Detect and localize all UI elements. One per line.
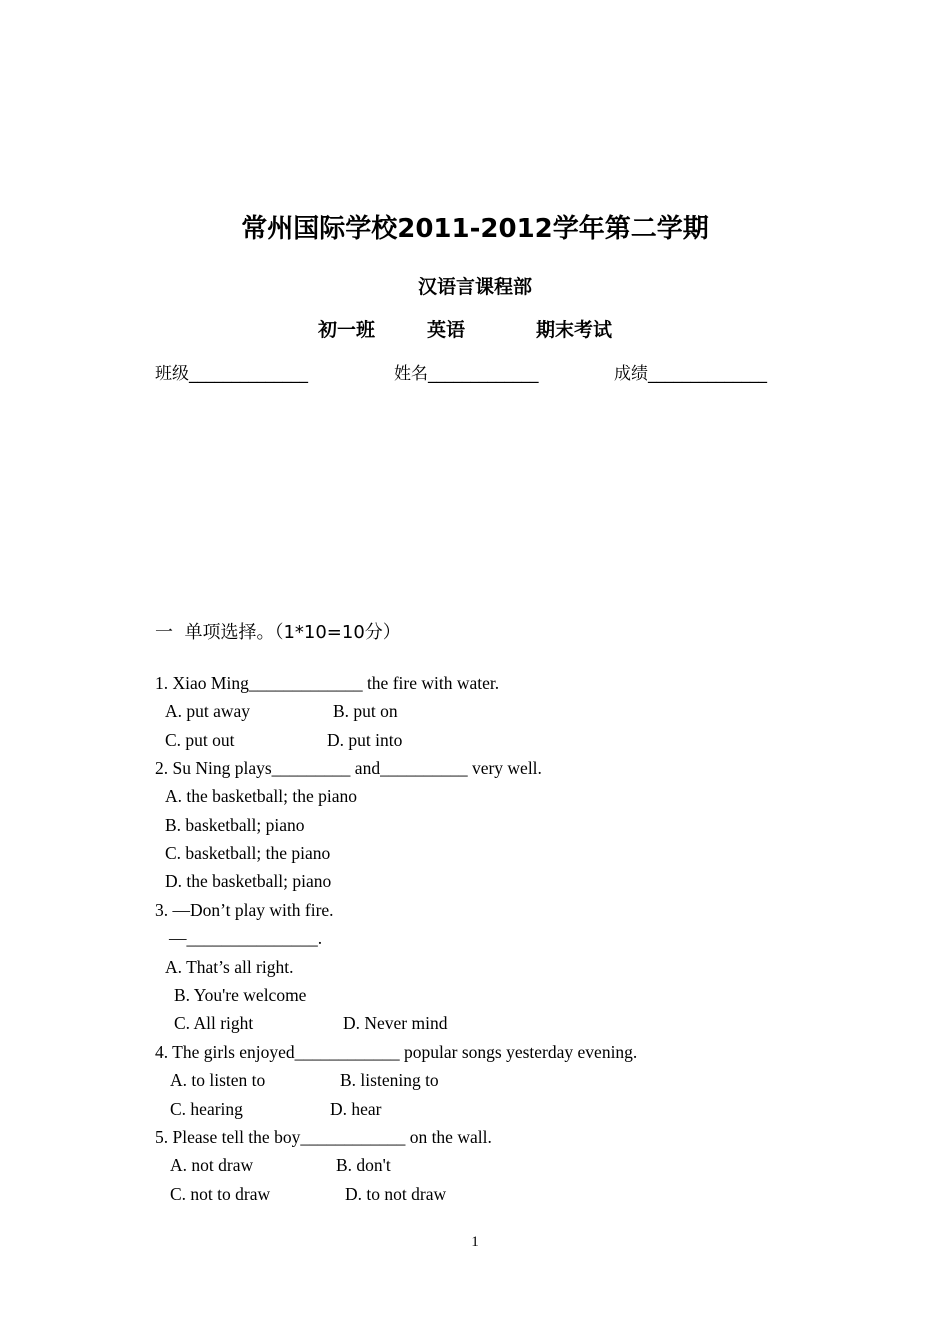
question-4-option-a: A. to listen to <box>170 1070 266 1090</box>
question-2-option-c: C. basketball; the piano <box>165 843 331 863</box>
subject-label: 英语 <box>427 319 466 341</box>
section-heading: 一 单项选择。（1*10=10分） <box>155 622 401 643</box>
question-4-option-b: B. listening to <box>340 1070 439 1090</box>
exam-title: 常州国际学校2011-2012学年第二学期 <box>241 214 709 244</box>
page-number: 1 <box>471 1234 479 1250</box>
question-4-stem: 4. The girls enjoyed____________ popular songs yesterday evening. <box>155 1042 638 1062</box>
class-label: 初一班 <box>318 319 376 341</box>
question-5-option-c: C. not to draw <box>170 1184 271 1204</box>
question-1-stem: 1. Xiao Ming_____________ the fire with water. <box>155 673 500 693</box>
question-2-option-d: D. the basketball; piano <box>165 871 332 891</box>
question-2-option-a: A. the basketball; the piano <box>165 786 357 806</box>
question-4-option-c: C. hearing <box>170 1099 243 1119</box>
question-1-option-c: C. put out <box>165 730 235 750</box>
score-field: 成绩______________ <box>614 364 767 384</box>
department-title: 汉语言课程部 <box>417 276 532 298</box>
question-3-reply: —_______________. <box>169 928 323 948</box>
question-5-option-d: D. to not draw <box>345 1184 447 1204</box>
class-field: 班级______________ <box>155 364 308 384</box>
question-5-stem: 5. Please tell the boy____________ on the wall. <box>155 1127 492 1147</box>
question-3-option-a: A. That’s all right. <box>165 957 294 977</box>
question-5-option-b: B. don't <box>336 1155 391 1175</box>
question-3-option-b: B. You're welcome <box>174 985 307 1005</box>
question-2-option-b: B. basketball; piano <box>165 815 305 835</box>
question-2-stem: 2. Su Ning plays_________ and__________ very well. <box>155 758 542 778</box>
question-1-option-b: B. put on <box>333 701 398 721</box>
question-3-option-c: C. All right <box>174 1013 254 1033</box>
question-3-stem: 3. —Don’t play with fire. <box>155 900 334 920</box>
question-5-option-a: A. not draw <box>170 1155 254 1175</box>
question-4-option-d: D. hear <box>330 1099 382 1119</box>
exam-type-label: 期末考试 <box>536 319 613 341</box>
question-3-option-d: D. Never mind <box>343 1013 448 1033</box>
question-1-option-a: A. put away <box>165 701 251 721</box>
name-field: 姓名_____________ <box>394 364 539 384</box>
question-1-option-d: D. put into <box>327 730 403 750</box>
